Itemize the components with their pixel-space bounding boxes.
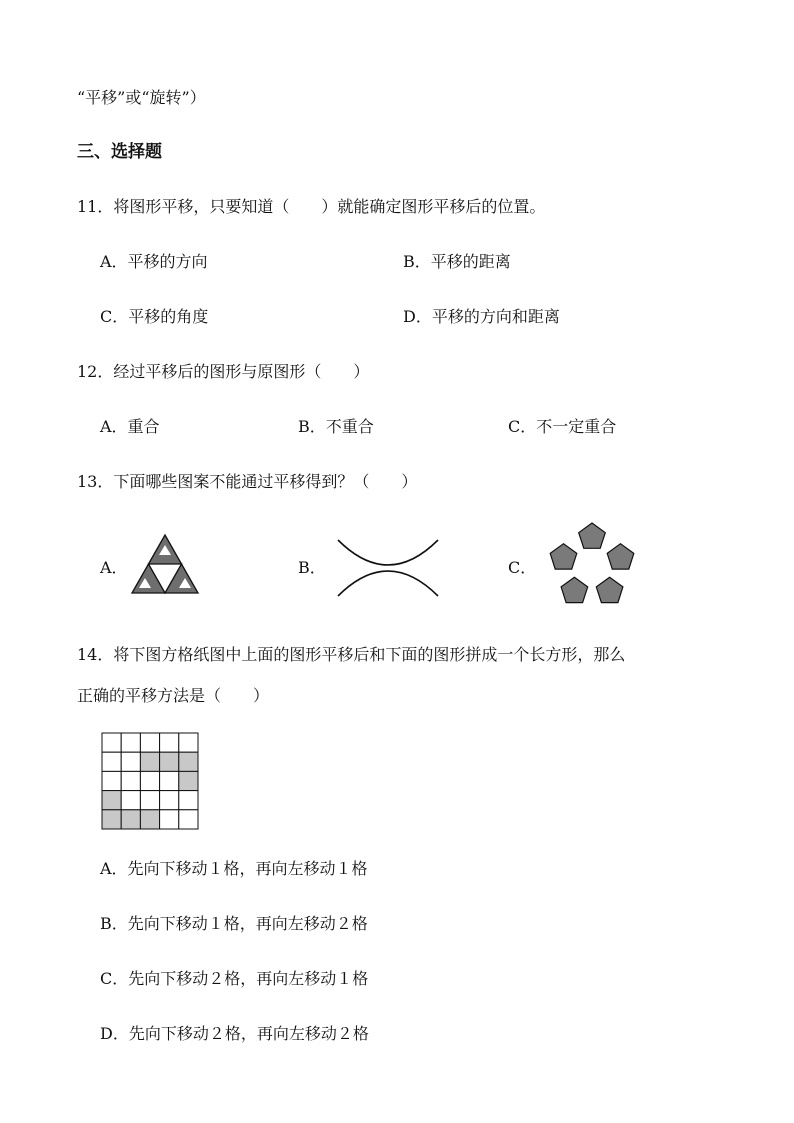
- q14-option-a[interactable]: A．先向下移动１格，再向左移动１格: [100, 859, 368, 878]
- grid-cell: [140, 733, 159, 752]
- q12-option-b[interactable]: B．不重合: [298, 417, 374, 436]
- pentagon-ring-figure: [543, 522, 643, 612]
- grid-cell-shaded: [160, 752, 179, 771]
- grid-cell: [102, 752, 121, 771]
- pentagon: [607, 544, 634, 569]
- q14-option-d[interactable]: D．先向下移动２格，再向左移动２格: [100, 1024, 369, 1043]
- grid-cell: [121, 752, 140, 771]
- grid-cell: [160, 810, 179, 829]
- q14-option-b[interactable]: B．先向下移动１格，再向左移动２格: [100, 914, 368, 933]
- grid-cell: [140, 791, 159, 810]
- grid-cell-shaded: [102, 791, 121, 810]
- top-note: “平移”或“旋转”）: [77, 88, 206, 107]
- q12-option-a[interactable]: A．重合: [100, 417, 160, 436]
- grid-cell-shaded: [140, 810, 159, 829]
- grid-cell: [121, 733, 140, 752]
- grid-cell: [160, 791, 179, 810]
- question-12-stem: 12．经过平移后的图形与原图形（ ）: [77, 362, 370, 381]
- question-14-stem-line1: 14．将下图方格纸图中上面的图形平移后和下面的图形拼成一个长方形，那么: [77, 645, 626, 664]
- grid-cell-shaded: [179, 752, 198, 771]
- grid-cell: [179, 810, 198, 829]
- section-heading: 三、选择题: [77, 142, 162, 162]
- grid-cell: [179, 733, 198, 752]
- pentagon: [550, 544, 577, 569]
- grid-cell: [160, 771, 179, 790]
- pentagon: [579, 523, 606, 548]
- grid-cell: [102, 733, 121, 752]
- square-grid: [101, 732, 201, 832]
- q14-option-c[interactable]: C．先向下移动２格，再向左移动１格: [100, 969, 369, 988]
- upper-arc: [338, 540, 438, 565]
- pentagon: [561, 577, 588, 602]
- q11-option-a[interactable]: A．平移的方向: [100, 252, 208, 271]
- grid-cell-shaded: [179, 771, 198, 790]
- grid-cell: [121, 791, 140, 810]
- lower-arc: [338, 571, 438, 596]
- triangle-figure: [131, 533, 201, 595]
- q11-option-c[interactable]: C．平移的角度: [100, 307, 209, 326]
- q11-option-d[interactable]: D．平移的方向和距离: [403, 307, 560, 326]
- question-13-stem: 13．下面哪些图案不能通过平移得到？（ ）: [77, 472, 418, 491]
- grid-cell: [121, 771, 140, 790]
- q13-option-a-label[interactable]: A．: [100, 558, 128, 577]
- grid-cell: [102, 771, 121, 790]
- grid-cell-shaded: [121, 810, 140, 829]
- q11-option-b[interactable]: B．平移的距离: [403, 252, 511, 271]
- question-14-stem-line2: 正确的平移方法是（ ）: [77, 686, 270, 705]
- q13-option-b-label[interactable]: B．: [298, 558, 326, 577]
- grid-cell-shaded: [102, 810, 121, 829]
- arcs-figure: [336, 538, 440, 600]
- grid-cell: [140, 771, 159, 790]
- pentagon: [596, 577, 623, 602]
- grid-cell: [179, 791, 198, 810]
- question-11-stem: 11．将图形平移，只要知道（ ）就能确定图形平移后的位置。: [77, 197, 546, 216]
- q13-option-c-label[interactable]: C．: [508, 558, 537, 577]
- q12-option-c[interactable]: C．不一定重合: [508, 417, 617, 436]
- grid-cell-shaded: [140, 752, 159, 771]
- grid-cell: [160, 733, 179, 752]
